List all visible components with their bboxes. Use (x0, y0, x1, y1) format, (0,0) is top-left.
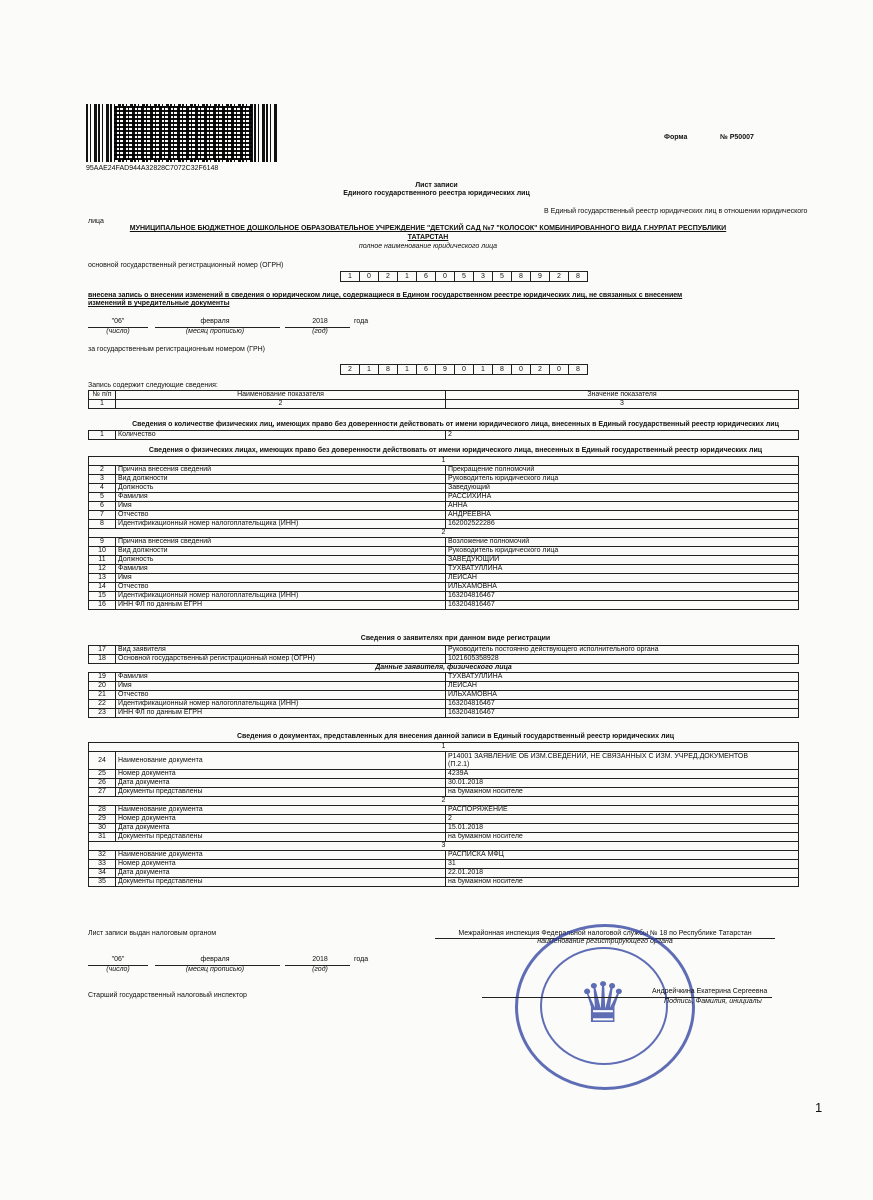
row-value: 163204816467 (446, 592, 799, 601)
row-value: РАССИХИНА (446, 493, 799, 502)
row-number: 28 (89, 806, 116, 815)
sec2-group-1: 1 (89, 457, 799, 466)
digit-box: 8 (493, 364, 512, 375)
digit-box: 5 (455, 271, 474, 282)
row-number: 5 (89, 493, 116, 502)
digit-box: 8 (379, 364, 398, 375)
row-value: 4239А (446, 770, 799, 779)
row-number: 11 (89, 556, 116, 565)
table-row (89, 878, 799, 887)
row-key: Отчество (116, 691, 446, 700)
row-value: АНДРЕЕВНА (446, 511, 799, 520)
row-value: ИЛЬХАМОВНА (446, 583, 799, 592)
table-row (89, 601, 799, 610)
sec4-group-1: 1 (89, 743, 799, 752)
digit-box: 2 (340, 364, 360, 375)
grn-boxes (340, 364, 588, 375)
digit-box: 8 (569, 364, 588, 375)
table-row (89, 556, 799, 565)
row-key: Идентификационный номер налогоплательщика (ИНН) (116, 700, 446, 709)
row-key: Причина внесения сведений (116, 466, 446, 475)
table-row (89, 574, 799, 583)
row-number: 32 (89, 851, 116, 860)
barcode (86, 104, 278, 162)
sec4-table (88, 742, 799, 887)
sec1-table (88, 430, 799, 440)
table-row (89, 851, 799, 860)
digit-box: 0 (550, 364, 569, 375)
intro-left: лица (88, 218, 104, 225)
entry-text-1: внесена запись о внесении изменений в сведения о юридическом лице, содержащиеся в Едином государственном реестре юридических лиц, не связанных с внесением (88, 292, 683, 299)
row-key: Количество (116, 431, 446, 440)
row-key: Наименование документа (116, 851, 446, 860)
sec4-group-3: 3 (89, 842, 799, 851)
digit-box: 6 (417, 271, 436, 282)
row-key: Должность (116, 484, 446, 493)
entry-day: "06" (111, 318, 125, 325)
digit-box: 6 (417, 364, 436, 375)
footer-year-suffix: года (354, 956, 369, 963)
digit-box: 0 (436, 271, 455, 282)
inspector-name: Андрейчкина Екатерина Сергеевна (652, 988, 768, 995)
org-name-2: ТАТАРСТАН (407, 234, 449, 241)
digit-box: 0 (360, 271, 379, 282)
row-key: Основной государственный регистрационный номер (ОГРН) (116, 655, 446, 664)
table-row (89, 815, 799, 824)
table-row (89, 431, 799, 440)
table-row (89, 466, 799, 475)
table-row (89, 646, 799, 655)
row-value: ЛЕЙСАН (446, 574, 799, 583)
row-number: 15 (89, 592, 116, 601)
table-row (89, 547, 799, 556)
row-key: Отчество (116, 511, 446, 520)
org-caption: полное наименование юридического лица (358, 243, 498, 250)
row-number: 16 (89, 601, 116, 610)
row-value: ТУХВАТУЛЛИНА (446, 565, 799, 574)
row-key: Идентификационный номер налогоплательщика (ИНН) (116, 520, 446, 529)
table-row (89, 682, 799, 691)
row-key: Наименование документа (116, 752, 446, 770)
row-number: 25 (89, 770, 116, 779)
row-value: 30.01.2018 (446, 779, 799, 788)
ogrn-boxes (340, 271, 588, 282)
digit-box: 1 (398, 364, 417, 375)
row-value: 2 (446, 431, 799, 440)
row-value: 15.01.2018 (446, 824, 799, 833)
page-number: 1 (815, 1100, 823, 1115)
row-value: Руководитель юридического лица (446, 547, 799, 556)
table-row (89, 484, 799, 493)
digit-box: 2 (531, 364, 550, 375)
barcode-code: 95AAE24FAD944A32828C7072C32F6148 (86, 165, 219, 172)
row-value: Возложение полномочий (446, 538, 799, 547)
row-value: на бумажном носителе (446, 788, 799, 797)
row-value: Руководитель юридического лица (446, 475, 799, 484)
row-value: 163204816467 (446, 709, 799, 718)
table-row (89, 493, 799, 502)
row-number: 13 (89, 574, 116, 583)
footer-cap-month: (месяц прописью) (185, 966, 245, 973)
row-value: 31 (446, 860, 799, 869)
row-number: 7 (89, 511, 116, 520)
table-row (89, 538, 799, 547)
official-seal (515, 924, 695, 1090)
row-number: 21 (89, 691, 116, 700)
row-number: 10 (89, 547, 116, 556)
row-key: Документы представлены (116, 833, 446, 842)
row-number: 12 (89, 565, 116, 574)
title-line1: Лист записи (415, 182, 458, 189)
head-n2: 2 (116, 400, 446, 409)
footer-year: 2018 (312, 956, 328, 963)
table-row (89, 511, 799, 520)
sec2-table (88, 456, 799, 610)
row-key: Фамилия (116, 493, 446, 502)
row-key: Вид должности (116, 475, 446, 484)
digit-box: 1 (474, 364, 493, 375)
entry-cap-month: (месяц прописью) (185, 328, 245, 335)
row-value: на бумажном носителе (446, 833, 799, 842)
digit-box: 1 (340, 271, 360, 282)
row-key: Номер документа (116, 860, 446, 869)
row-value: ЛЕЙСАН (446, 682, 799, 691)
row-value: Руководитель постоянно действующего исполнительного органа (446, 646, 799, 655)
entry-cap-day: (число) (106, 328, 130, 335)
digit-box: 8 (512, 271, 531, 282)
row-number: 2 (89, 466, 116, 475)
row-value: ТУХВАТУЛЛИНА (446, 673, 799, 682)
entry-text-2: изменений в учредительные документы (88, 300, 230, 307)
row-key: Вид заявителя (116, 646, 446, 655)
row-number: 18 (89, 655, 116, 664)
table-row (89, 475, 799, 484)
sec3-table (88, 645, 799, 718)
entry-month: февраля (200, 318, 230, 325)
row-number: 35 (89, 878, 116, 887)
table-row (89, 860, 799, 869)
form-label: Форма (664, 134, 688, 141)
header-table (88, 390, 799, 409)
sec1-title: Сведения о количестве физических лиц, имеющих право без доверенности действовать от имени юридического лица, внесенных в Единый государственный реестр юридических лиц (132, 421, 779, 428)
head-c2: Наименование показателя (116, 391, 446, 400)
row-number: 8 (89, 520, 116, 529)
row-value: Р14001 ЗАЯВЛЕНИЕ ОБ ИЗМ.СВЕДЕНИЙ, НЕ СВЯЗАННЫХ С ИЗМ. УЧРЕД.ДОКУМЕНТОВ (П.2.1) (446, 752, 799, 770)
row-number: 20 (89, 682, 116, 691)
footer-cap-day: (число) (106, 966, 130, 973)
table-row (89, 673, 799, 682)
digit-box: 1 (398, 271, 417, 282)
entry-year-suffix: года (354, 318, 369, 325)
row-number: 33 (89, 860, 116, 869)
row-number: 19 (89, 673, 116, 682)
table-intro: Запись содержит следующие сведения: (88, 382, 218, 389)
signature-caption: Подпись, Фамилия, инициалы (664, 998, 762, 1005)
sec2-group-2: 2 (89, 529, 799, 538)
intro-right: В Единый государственный реестр юридических лиц в отношении юридического (544, 208, 808, 215)
row-key: Документы представлены (116, 878, 446, 887)
digit-box: 2 (550, 271, 569, 282)
row-key: Имя (116, 574, 446, 583)
ogrn-label: основной государственный регистрационный номер (ОГРН) (88, 262, 284, 269)
eagle-emblem-icon: ♛ (577, 971, 629, 1034)
entry-cap-year: (год) (312, 328, 328, 335)
authority-caption: наименование регистрирующего органа (537, 938, 673, 945)
head-c1: № п/п (89, 391, 116, 400)
inspector-label: Старший государственный налоговый инспектор (88, 992, 247, 999)
row-value: на бумажном носителе (446, 878, 799, 887)
table-row (89, 770, 799, 779)
row-value: РАСПОРЯЖЕНИЕ (446, 806, 799, 815)
row-value: 163204816467 (446, 700, 799, 709)
digit-box: 9 (531, 271, 550, 282)
row-number: 29 (89, 815, 116, 824)
digit-box: 8 (569, 271, 588, 282)
row-key: Номер документа (116, 770, 446, 779)
footer-day: "06" (111, 956, 125, 963)
table-row (89, 788, 799, 797)
row-value: 1021605358928 (446, 655, 799, 664)
table-row (89, 806, 799, 815)
sec4-title: Сведения о документах, представленных для внесения данной записи в Единый государственный реестр юридических лиц (237, 733, 674, 740)
table-row (89, 502, 799, 511)
row-key: Дата документа (116, 779, 446, 788)
org-name-1: МУНИЦИПАЛЬНОЕ БЮДЖЕТНОЕ ДОШКОЛЬНОЕ ОБРАЗОВАТЕЛЬНОЕ УЧРЕЖДЕНИЕ "ДЕТСКИЙ САД №7 "КОЛОСОК" КОМБИНИРОВАННОГО ВИДА Г.НУРЛАТ РЕСПУБЛИКИ (129, 225, 727, 232)
row-key: Дата документа (116, 824, 446, 833)
table-row (89, 583, 799, 592)
grn-label: за государственным регистрационным номером (ГРН) (88, 346, 265, 353)
row-number: 3 (89, 475, 116, 484)
table-row (89, 824, 799, 833)
head-c3: Значение показателя (446, 391, 799, 400)
table-row (89, 565, 799, 574)
row-value: 162002522286 (446, 520, 799, 529)
row-number: 23 (89, 709, 116, 718)
row-number: 30 (89, 824, 116, 833)
row-number: 6 (89, 502, 116, 511)
row-number: 34 (89, 869, 116, 878)
row-number: 24 (89, 752, 116, 770)
table-row (89, 655, 799, 664)
sec3-subtitle: Данные заявителя, физического лица (89, 664, 799, 673)
head-n1: 1 (89, 400, 116, 409)
entry-year: 2018 (312, 318, 328, 325)
row-number: 17 (89, 646, 116, 655)
row-value: 163204816467 (446, 601, 799, 610)
row-number: 26 (89, 779, 116, 788)
sec2-title: Сведения о физических лицах, имеющих право без доверенности действовать от имени юридического лица, внесенных в Единый государственный реестр юридических лиц (148, 447, 763, 454)
table-row (89, 520, 799, 529)
row-key: Документы представлены (116, 788, 446, 797)
row-value: 2 (446, 815, 799, 824)
row-key: Имя (116, 502, 446, 511)
row-key: Имя (116, 682, 446, 691)
digit-box: 3 (474, 271, 493, 282)
digit-box: 5 (493, 271, 512, 282)
row-value: ЗАВЕДУЮЩИЙ (446, 556, 799, 565)
title-line2: Единого государственного реестра юридических лиц (343, 190, 530, 197)
row-key: Фамилия (116, 565, 446, 574)
row-key: Номер документа (116, 815, 446, 824)
table-row (89, 869, 799, 878)
table-row (89, 779, 799, 788)
row-value: РАСПИСКА МФЦ (446, 851, 799, 860)
sec4-group-2: 2 (89, 797, 799, 806)
digit-box: 2 (379, 271, 398, 282)
digit-box: 1 (360, 364, 379, 375)
form-number: № Р50007 (720, 134, 754, 141)
table-row (89, 592, 799, 601)
issued-label: Лист записи выдан налоговым органом (88, 930, 217, 937)
row-key: Отчество (116, 583, 446, 592)
row-key: Дата документа (116, 869, 446, 878)
row-number: 1 (89, 431, 116, 440)
row-key: Фамилия (116, 673, 446, 682)
row-key: ИНН ФЛ по данным ЕГРН (116, 709, 446, 718)
sec3-title: Сведения о заявителях при данном виде регистрации (360, 635, 551, 642)
row-number: 14 (89, 583, 116, 592)
footer-cap-year: (год) (312, 966, 328, 973)
row-value: Заведующий (446, 484, 799, 493)
row-value: Прекращение полномочий (446, 466, 799, 475)
table-row (89, 700, 799, 709)
row-key: Вид должности (116, 547, 446, 556)
row-number: 4 (89, 484, 116, 493)
row-value: ИЛЬХАМОВНА (446, 691, 799, 700)
row-key: Причина внесения сведений (116, 538, 446, 547)
row-key: Должность (116, 556, 446, 565)
authority: Межрайонная инспекция Федеральной налоговой службы № 18 по Республике Татарстан (458, 930, 752, 937)
row-number: 9 (89, 538, 116, 547)
row-key: ИНН ФЛ по данным ЕГРН (116, 601, 446, 610)
row-number: 31 (89, 833, 116, 842)
table-row (89, 691, 799, 700)
row-value: АННА (446, 502, 799, 511)
digit-box: 9 (436, 364, 455, 375)
footer-month: февраля (200, 956, 230, 963)
table-row (89, 833, 799, 842)
table-row (89, 709, 799, 718)
row-number: 27 (89, 788, 116, 797)
row-number: 22 (89, 700, 116, 709)
row-key: Идентификационный номер налогоплательщика (ИНН) (116, 592, 446, 601)
digit-box: 0 (512, 364, 531, 375)
row-value: 22.01.2018 (446, 869, 799, 878)
head-n3: 3 (446, 400, 799, 409)
digit-box: 0 (455, 364, 474, 375)
row-key: Наименование документа (116, 806, 446, 815)
